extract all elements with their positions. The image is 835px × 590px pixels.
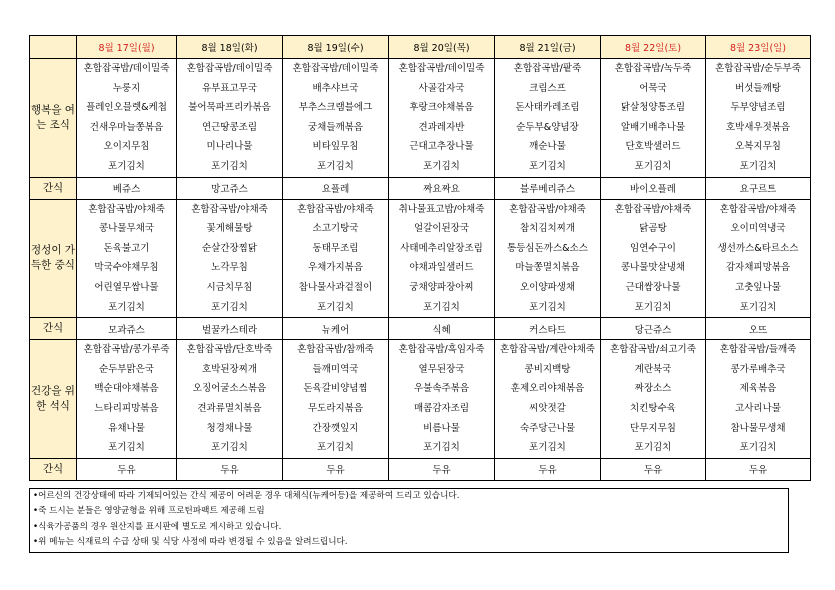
menu-cell	[495, 199, 601, 318]
menu-item: 혼합잡곡밥/데이밀죽	[186, 63, 273, 74]
menu-item: 포기김치	[634, 160, 672, 172]
breakfast-row	[30, 59, 811, 178]
menu-item: 임연수구이	[630, 242, 676, 254]
header-corner-cell	[30, 36, 77, 59]
menu-cell	[706, 199, 811, 318]
menu-item: 혼합잡곡밥/야채죽	[88, 203, 165, 215]
menu-item: 닭곰탕	[639, 223, 667, 235]
notes-box	[29, 488, 789, 553]
note-line: •식육가공품의 경우 원산지를 표시판에 별도로 게시하고 있습니다.	[33, 521, 282, 532]
menu-item: 배추샤브국	[312, 82, 359, 94]
snack-item: 바이오플레	[601, 177, 706, 199]
menu-item: 플레인오믈렛&케첩	[86, 102, 167, 114]
menu-item: 혼합잡곡밥/콩가루죽	[83, 344, 170, 356]
menu-item: 어린열무쌈나물	[94, 281, 159, 293]
menu-item: 청경채나물	[206, 422, 253, 434]
menu-item: 동태무조림	[312, 242, 359, 254]
menu-item: 혼합잡곡밥/데이밀죽	[292, 63, 379, 74]
menu-item: 혼합잡곡밥/계란야채죽	[500, 344, 595, 356]
menu-item: 숙주당근나물	[519, 422, 576, 434]
menu-item: 깨순나물	[529, 141, 566, 153]
menu-item: 포기김치	[634, 301, 672, 313]
menu-item: 혼합잡곡밥/들깨죽	[719, 344, 797, 356]
menu-item: 포기김치	[739, 442, 777, 454]
menu-item: 돈육갈비양념찜	[303, 383, 368, 395]
menu-cell	[77, 59, 177, 178]
menu-item: 어묵국	[639, 82, 667, 94]
menu-item: 느타리피망볶음	[94, 402, 159, 414]
snack-item: 커스타드	[495, 318, 601, 340]
menu-item: 통등심돈까스&소스	[507, 242, 588, 254]
menu-item: 돈육불고기	[103, 242, 150, 254]
snack-item: 두유	[77, 458, 177, 480]
menu-cell	[601, 59, 706, 178]
day-header-row	[30, 36, 811, 59]
menu-item: 견과레자반	[418, 121, 465, 133]
menu-item: 생선까스&타르소스	[717, 242, 799, 254]
menu-item: 비타잎무침	[312, 141, 359, 153]
menu-cell	[77, 199, 177, 318]
menu-item: 두부양념조림	[730, 102, 786, 114]
menu-item: 혼합잡곡밥/참깨죽	[297, 344, 374, 356]
menu-cell	[706, 59, 811, 178]
menu-item: 근대쌈장나물	[625, 281, 681, 293]
snack-item: 두유	[495, 458, 601, 480]
menu-item: 우채가지볶음	[307, 262, 364, 274]
menu-item: 순두부맑은국	[98, 363, 155, 375]
menu-item: 얼갈이된장국	[413, 223, 470, 235]
menu-item: 혼합잡곡밥/흑임자죽	[398, 344, 485, 356]
snack-item: 두유	[601, 458, 706, 480]
snack-item: 두유	[177, 458, 283, 480]
menu-item: 오이양파생채	[519, 281, 576, 293]
menu-cell	[177, 340, 283, 459]
menu-item: 백순대야채볶음	[94, 383, 159, 395]
menu-item: 치킨탕수육	[630, 402, 676, 414]
menu-item: 혼합잡곡밥/쇠고기죽	[610, 344, 696, 356]
snack-item: 두유	[283, 458, 389, 480]
lunch-label: 정성이 가득한 중식	[30, 199, 77, 318]
menu-item: 크림스프	[529, 82, 566, 94]
day-header-wed: 8월 19일(수)	[283, 36, 389, 59]
weekly-menu-table	[29, 35, 811, 481]
menu-item: 혼합잡곡밥/팥죽	[513, 63, 582, 74]
snack-row	[30, 458, 811, 480]
menu-cell	[601, 199, 706, 318]
menu-item: 취나물표고밥/야채죽	[398, 203, 485, 215]
dinner-row	[30, 340, 811, 459]
menu-item: 혼합잡곡밥/녹두죽	[614, 63, 692, 74]
menu-item: 건새우마늘쫑볶음	[89, 121, 164, 133]
snack-item: 모과쥬스	[77, 318, 177, 340]
menu-cell	[495, 340, 601, 459]
menu-item: 알배기배추나물	[620, 121, 686, 133]
menu-cell	[389, 59, 495, 178]
menu-item: 견과류멸치볶음	[197, 402, 262, 414]
menu-item: 꽃게해물탕	[206, 223, 253, 235]
lunch-row	[30, 199, 811, 318]
menu-item: 순두부&양념장	[516, 121, 579, 133]
menu-item: 포기김치	[529, 442, 566, 454]
menu-item: 호박된장찌개	[201, 363, 258, 375]
menu-item: 포기김치	[423, 442, 460, 454]
menu-item: 노각무침	[211, 262, 248, 274]
snack-row	[30, 318, 811, 340]
menu-item: 누룽지	[112, 82, 141, 94]
menu-cell	[283, 59, 389, 178]
menu-item: 마늘쫑멸치볶음	[515, 262, 580, 274]
menu-item: 닭살청양통조림	[620, 102, 686, 114]
menu-item: 부추스크램블에그	[298, 102, 373, 114]
menu-item: 우불속주볶음	[413, 383, 470, 395]
menu-item: 포기김치	[317, 442, 354, 454]
snack-item: 망고쥬스	[177, 177, 283, 199]
menu-cell	[495, 59, 601, 178]
menu-item: 유부표고무국	[201, 82, 258, 94]
menu-item: 포기김치	[211, 160, 248, 172]
menu-item: 고사리나물	[735, 402, 781, 414]
menu-item: 콩가루배추국	[730, 363, 786, 375]
note-line: •어르신의 건강상태에 따라 기제되어있는 간식 제공이 어려운 경우 대체식(뉴케어등)을 제공하여 드리고 있습니다.	[33, 491, 460, 501]
snack-item: 벌꿀카스테라	[177, 318, 283, 340]
menu-item: 짜장소스	[634, 383, 672, 395]
menu-item: 씨앗젓갈	[529, 402, 566, 414]
menu-item: 연근땅콩조림	[201, 121, 258, 133]
day-header-sun: 8월 23일(일)	[706, 36, 811, 59]
menu-item: 버섯들깨탕	[735, 82, 781, 94]
menu-item: 유채나물	[108, 422, 145, 434]
menu-item: 오복지무침	[735, 141, 781, 153]
menu-item: 단호박샐러드	[625, 141, 681, 153]
menu-item: 막국수야채무침	[94, 262, 159, 274]
menu-cell	[389, 340, 495, 459]
menu-item: 포기김치	[739, 160, 777, 172]
day-header-sat: 8월 22일(토)	[601, 36, 706, 59]
menu-item: 불어묵파프리카볶음	[188, 102, 271, 114]
menu-item: 혼합잡곡밥/순두부죽	[715, 63, 801, 74]
menu-cell	[601, 340, 706, 459]
menu-item: 혼합잡곡밥/야채죽	[719, 203, 797, 215]
menu-item: 감자채피망볶음	[725, 262, 791, 274]
menu-cell	[77, 340, 177, 459]
snack-item: 뉴케어	[283, 318, 389, 340]
menu-item: 혼합잡곡밥/데이밀죽	[83, 63, 170, 74]
menu-item: 간장깻잎지	[312, 422, 359, 434]
menu-item: 계란북국	[634, 363, 672, 375]
menu-item: 소고기탕국	[312, 223, 359, 235]
menu-item: 야채과일샐러드	[409, 262, 474, 274]
menu-item: 참치김치찌개	[519, 223, 576, 235]
menu-item: 콩나물무채국	[98, 223, 155, 235]
menu-item: 오이지무침	[103, 141, 150, 153]
menu-cell	[389, 199, 495, 318]
menu-item: 들깨미역국	[312, 363, 359, 375]
menu-item: 혼합잡곡밥/야채죽	[191, 203, 268, 215]
snack-item: 베쥬스	[77, 177, 177, 199]
snack-label: 간식	[30, 177, 77, 199]
menu-item: 훈제오리야채볶음	[510, 383, 585, 395]
snack-item: 두유	[706, 458, 811, 480]
menu-item: 호박새우젓볶음	[725, 121, 791, 133]
day-header-fri: 8월 21일(금)	[495, 36, 601, 59]
menu-item: 무도라지볶음	[307, 402, 364, 414]
note-line: •죽 드시는 분들은 영양균형을 위해 프로틴파팩트 제공해 드림	[33, 506, 265, 517]
menu-item: 참나물무생채	[730, 422, 786, 434]
menu-item: 포기김치	[529, 301, 566, 313]
menu-item: 포기김치	[423, 301, 460, 313]
menu-item: 고춧잎나물	[735, 281, 781, 293]
menu-item: 포기김치	[423, 160, 460, 172]
day-header-tue: 8월 18일(화)	[177, 36, 283, 59]
menu-item: 근대고추장나물	[409, 141, 474, 153]
breakfast-label: 행복을 여는 조식	[30, 59, 77, 178]
menu-item: 포기김치	[211, 442, 248, 454]
menu-item: 포기김치	[108, 442, 145, 454]
menu-item: 참나물사과겉절이	[298, 281, 373, 293]
menu-item: 제육볶음	[739, 383, 777, 395]
menu-item: 콩나물맛살냉채	[620, 262, 686, 274]
menu-item: 포기김치	[529, 160, 566, 172]
snack-label: 간식	[30, 458, 77, 480]
menu-cell	[283, 340, 389, 459]
menu-cell	[177, 59, 283, 178]
menu-item: 포기김치	[211, 301, 248, 313]
menu-item: 돈사태카레조림	[515, 102, 580, 114]
day-header-thu: 8월 20일(목)	[389, 36, 495, 59]
menu-item: 포기김치	[108, 160, 145, 172]
menu-item: 비름나물	[423, 422, 460, 434]
menu-item: 순살간장찜닭	[201, 242, 258, 254]
menu-item: 혼합잡곡밥/단호박죽	[186, 344, 273, 356]
snack-item: 짜요짜요	[389, 177, 495, 199]
snack-row	[30, 177, 811, 199]
menu-item: 포기김치	[634, 442, 672, 454]
menu-item: 혼합잡곡밥/데이밀죽	[398, 63, 485, 74]
snack-item: 두유	[389, 458, 495, 480]
menu-item: 혼합잡곡밥/야채죽	[297, 203, 374, 215]
menu-item: 오이미역냉국	[730, 223, 786, 235]
menu-item: 혼합잡곡밥/야채죽	[509, 203, 586, 215]
menu-item: 매콤감자조림	[413, 402, 470, 414]
menu-cell	[706, 340, 811, 459]
menu-item: 후랑크야채볶음	[409, 102, 474, 114]
menu-item: 포기김치	[317, 301, 354, 313]
menu-cell	[283, 199, 389, 318]
menu-item: 궁채들깨볶음	[307, 121, 364, 133]
snack-label: 간식	[30, 318, 77, 340]
menu-item: 궁채양파장아찌	[409, 281, 474, 293]
menu-item: 오징어굴소스볶음	[192, 383, 267, 395]
day-header-mon: 8월 17일(월)	[77, 36, 177, 59]
menu-item: 미나리나물	[206, 141, 253, 153]
dinner-label: 건강을 위한 석식	[30, 340, 77, 459]
snack-item: 오뜨	[706, 318, 811, 340]
snack-item: 블루베리쥬스	[495, 177, 601, 199]
menu-item: 콩비지백탕	[524, 363, 571, 375]
menu-item: 사골감자국	[418, 82, 465, 94]
menu-item: 시금치무침	[206, 281, 253, 293]
snack-item: 식혜	[389, 318, 495, 340]
menu-item: 사태메추리알장조림	[400, 242, 483, 254]
snack-item: 당근쥬스	[601, 318, 706, 340]
menu-item: 포기김치	[108, 301, 145, 313]
snack-item: 요구르트	[706, 177, 811, 199]
note-line: •위 메뉴는 식재료의 수급 상태 및 식당 사정에 따라 변경될 수 있음을 알려드립니다.	[33, 537, 348, 548]
menu-item: 혼합잡곡밥/야채죽	[614, 203, 692, 215]
snack-item: 요플레	[283, 177, 389, 199]
menu-cell	[177, 199, 283, 318]
menu-item: 포기김치	[739, 301, 777, 313]
menu-item: 단무지무침	[630, 422, 676, 434]
menu-item: 포기김치	[317, 160, 354, 172]
menu-item: 열무된장국	[418, 363, 465, 375]
